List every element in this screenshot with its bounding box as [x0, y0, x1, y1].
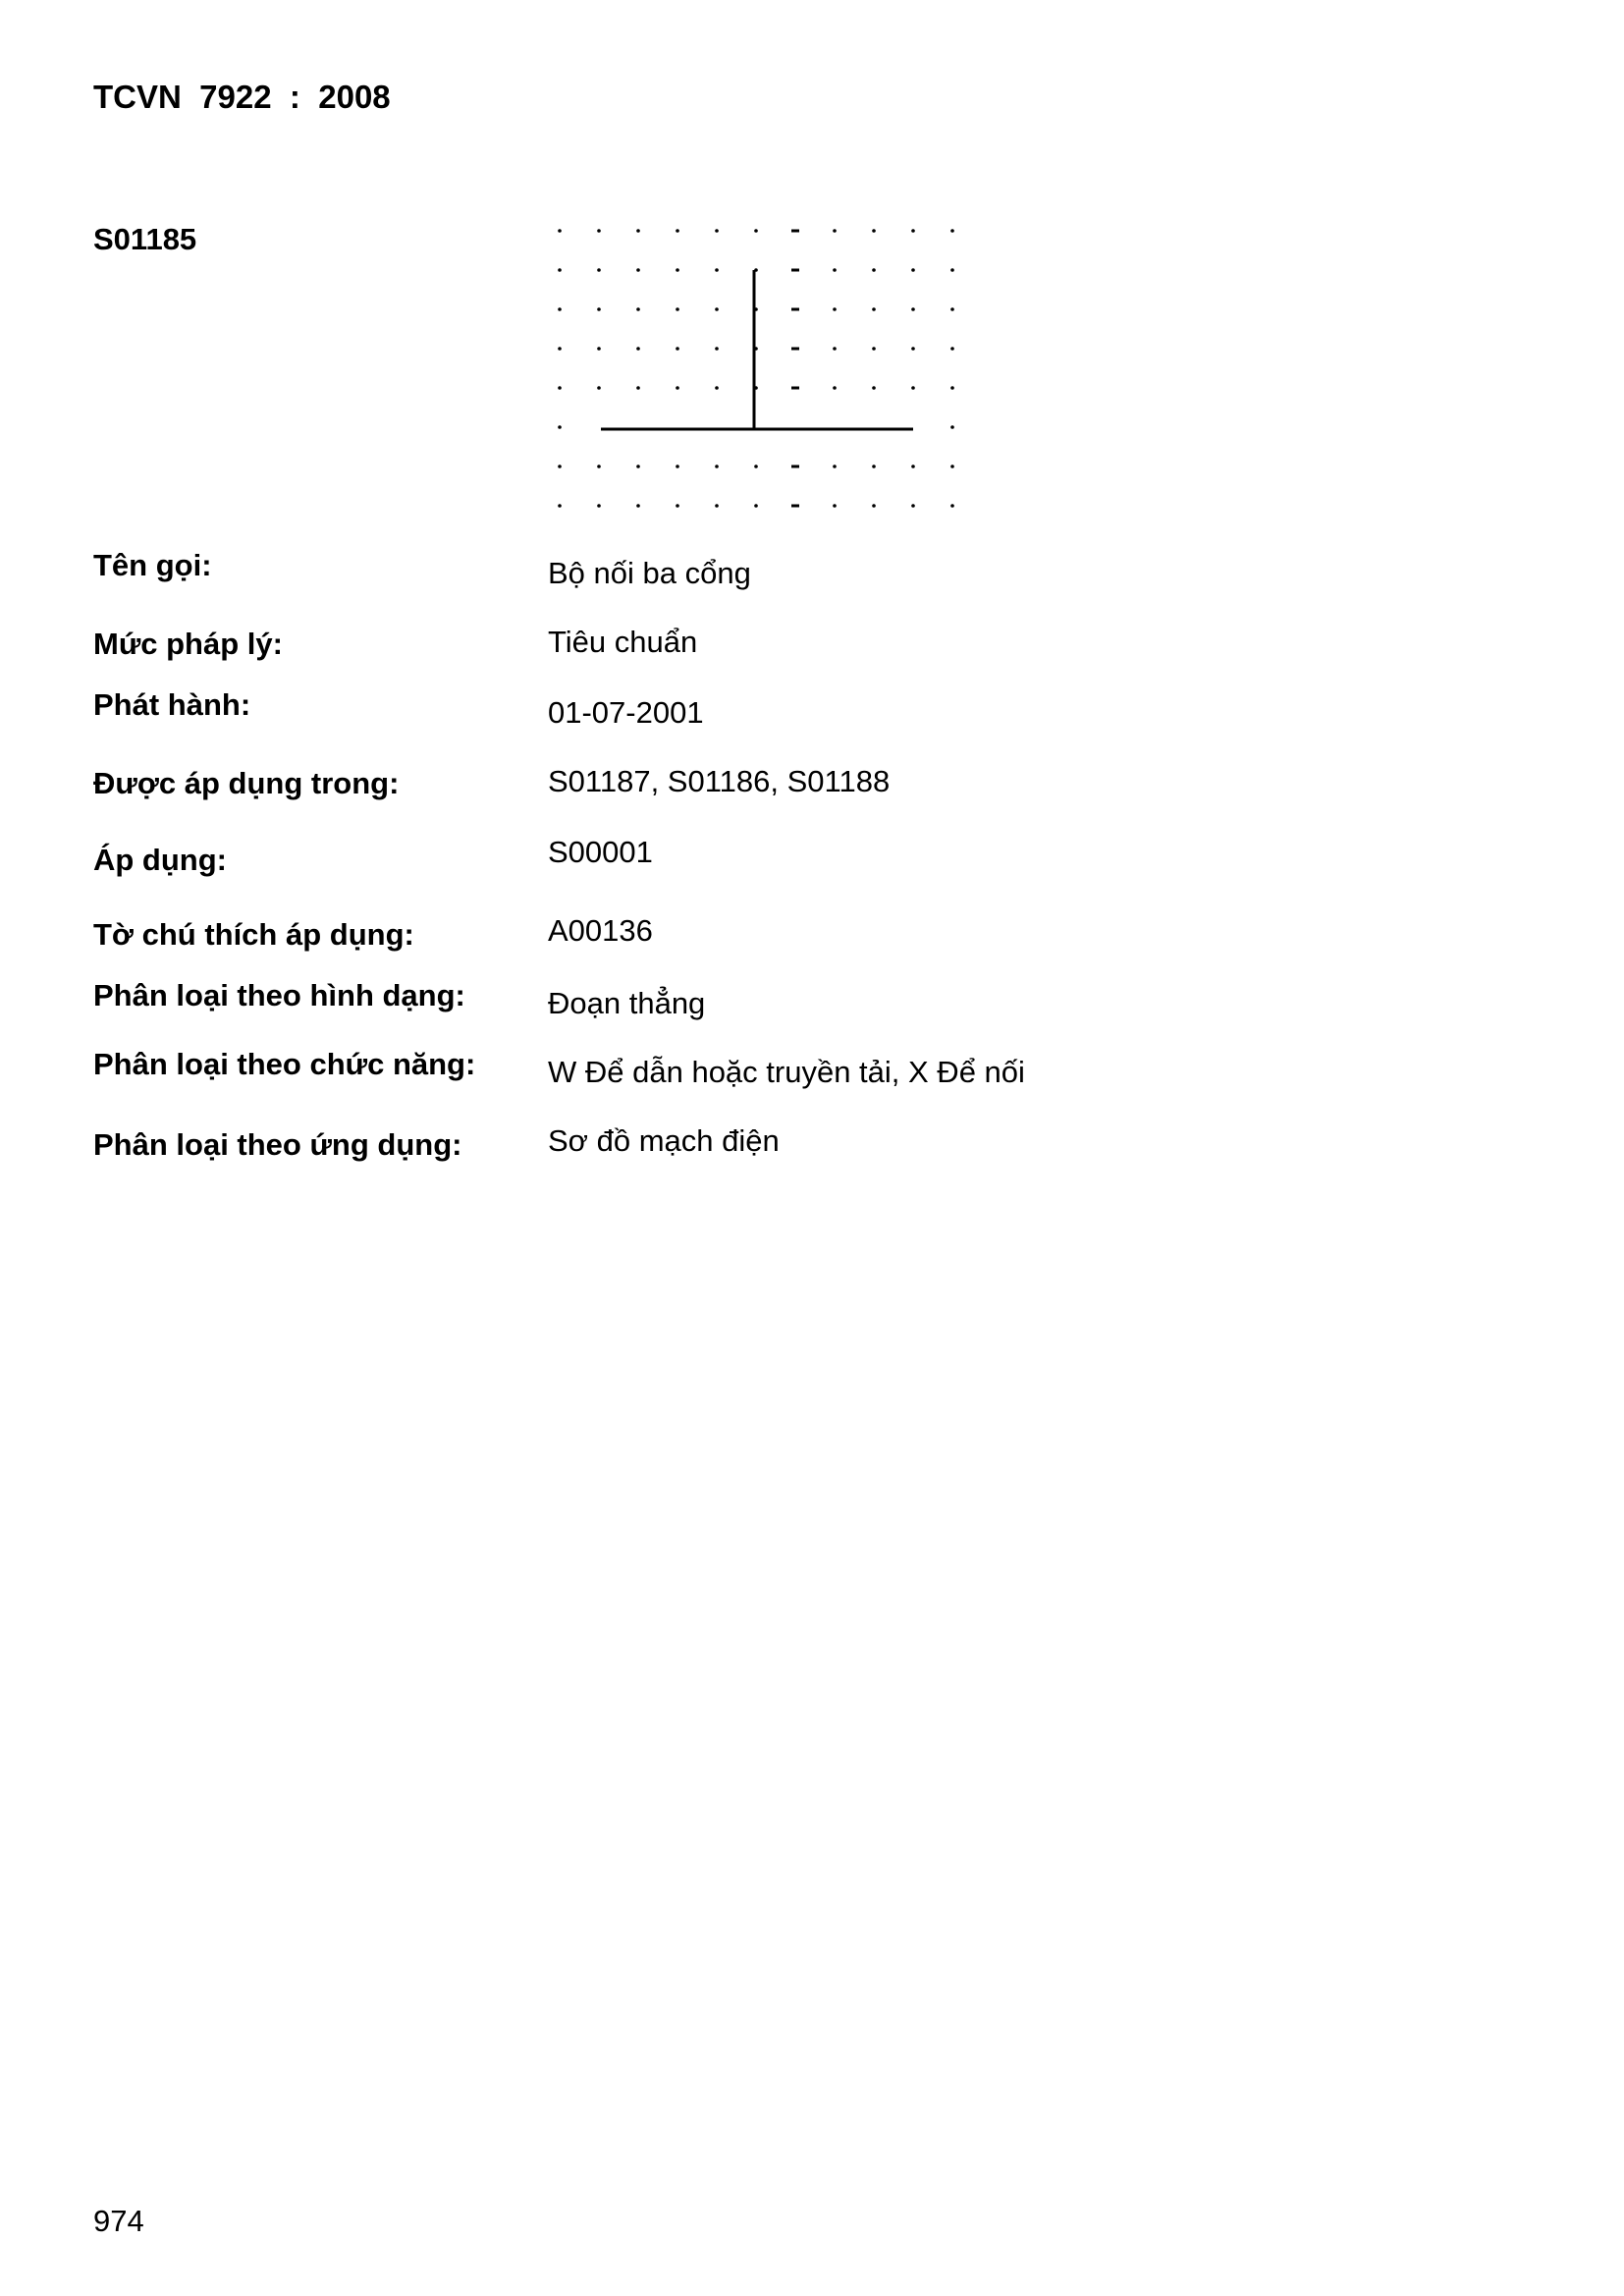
grid-dot [558, 307, 562, 311]
grid-dot [597, 229, 601, 233]
value-used-in: S01187, S01186, S01188 [548, 764, 891, 798]
grid-dot [791, 308, 799, 311]
grid-dot [636, 386, 640, 390]
grid-dot [950, 229, 954, 233]
grid-dot [558, 229, 562, 233]
grid-dot [597, 268, 601, 272]
grid-dot [754, 504, 758, 508]
symbol-code: S01185 [93, 222, 197, 256]
grid-dot [676, 504, 679, 508]
grid-dot [911, 229, 915, 233]
grid-dot [676, 268, 679, 272]
grid-dot [833, 465, 837, 468]
grid-dot [558, 504, 562, 508]
label-function-class: Phân loại theo chức năng: [93, 1047, 476, 1081]
grid-dot [597, 465, 601, 468]
grid-dot [558, 425, 562, 429]
grid-dot [636, 229, 640, 233]
value-name: Bộ nối ba cổng [548, 556, 751, 590]
grid-dot [872, 465, 876, 468]
grid-dot [872, 347, 876, 351]
grid-dot [558, 386, 562, 390]
grid-dot [636, 307, 640, 311]
grid-dot [636, 347, 640, 351]
grid-dot [833, 347, 837, 351]
grid-dot [558, 347, 562, 351]
value-application-note: A00136 [548, 913, 653, 948]
grid-dot [833, 307, 837, 311]
grid-dot [791, 387, 799, 390]
label-name: Tên gọi: [93, 548, 212, 582]
grid-dot [950, 307, 954, 311]
grid-dot [676, 386, 679, 390]
grid-dot [597, 386, 601, 390]
grid-dot [636, 504, 640, 508]
grid-dot [833, 386, 837, 390]
grid-dot [558, 268, 562, 272]
grid-dot [715, 347, 719, 351]
document-header: TCVN 7922 : 2008 [93, 79, 391, 115]
value-shape-class: Đoạn thẳng [548, 986, 706, 1020]
value-release: 01-07-2001 [548, 695, 704, 730]
grid-dot [872, 504, 876, 508]
grid-dot [911, 504, 915, 508]
grid-dot [872, 268, 876, 272]
three-port-connector-symbol-icon [530, 211, 962, 516]
grid-dot [950, 268, 954, 272]
grid-dot [676, 347, 679, 351]
page-number: 974 [93, 2204, 144, 2238]
grid-dot [715, 465, 719, 468]
grid-dot [754, 229, 758, 233]
grid-dot [676, 307, 679, 311]
grid-dot [833, 268, 837, 272]
grid-dot [950, 504, 954, 508]
grid-dot [597, 347, 601, 351]
grid-dot [911, 347, 915, 351]
grid-dot [715, 268, 719, 272]
label-applies: Áp dụng: [93, 843, 228, 877]
grid-dot [754, 465, 758, 468]
grid-dot [791, 230, 799, 233]
value-function-class: W Để dẫn hoặc truyền tải, X Để nối [548, 1055, 1025, 1089]
label-application-class: Phân loại theo ứng dụng: [93, 1127, 462, 1162]
grid-dot [597, 504, 601, 508]
grid-dot [872, 229, 876, 233]
grid-dot [911, 386, 915, 390]
value-application-class: Sơ đồ mạch điện [548, 1123, 780, 1158]
value-applies: S00001 [548, 835, 653, 869]
grid-dot [950, 465, 954, 468]
grid-dot [950, 347, 954, 351]
symbol-dot-grid [558, 229, 954, 508]
grid-dot [872, 386, 876, 390]
grid-dot [911, 268, 915, 272]
grid-dot [715, 504, 719, 508]
label-shape-class: Phân loại theo hình dạng: [93, 978, 465, 1012]
grid-dot [676, 229, 679, 233]
grid-dot [833, 504, 837, 508]
grid-dot [636, 268, 640, 272]
grid-dot [911, 307, 915, 311]
grid-dot [558, 465, 562, 468]
grid-dot [715, 307, 719, 311]
label-used-in: Được áp dụng trong: [93, 766, 400, 800]
label-application-note: Tờ chú thích áp dụng: [93, 917, 414, 952]
value-legal-level: Tiêu chuẩn [548, 625, 698, 659]
grid-dot [911, 465, 915, 468]
label-legal-level: Mức pháp lý: [93, 627, 283, 661]
grid-dot [676, 465, 679, 468]
grid-dot [791, 465, 799, 468]
label-release: Phát hành: [93, 687, 251, 722]
grid-dot [636, 465, 640, 468]
grid-dot [791, 505, 799, 508]
grid-dot [950, 425, 954, 429]
grid-dot [950, 386, 954, 390]
grid-dot [715, 229, 719, 233]
grid-dot [833, 229, 837, 233]
grid-dot [791, 269, 799, 272]
grid-dot [597, 307, 601, 311]
grid-dot [715, 386, 719, 390]
grid-dot [791, 348, 799, 351]
grid-dot [872, 307, 876, 311]
